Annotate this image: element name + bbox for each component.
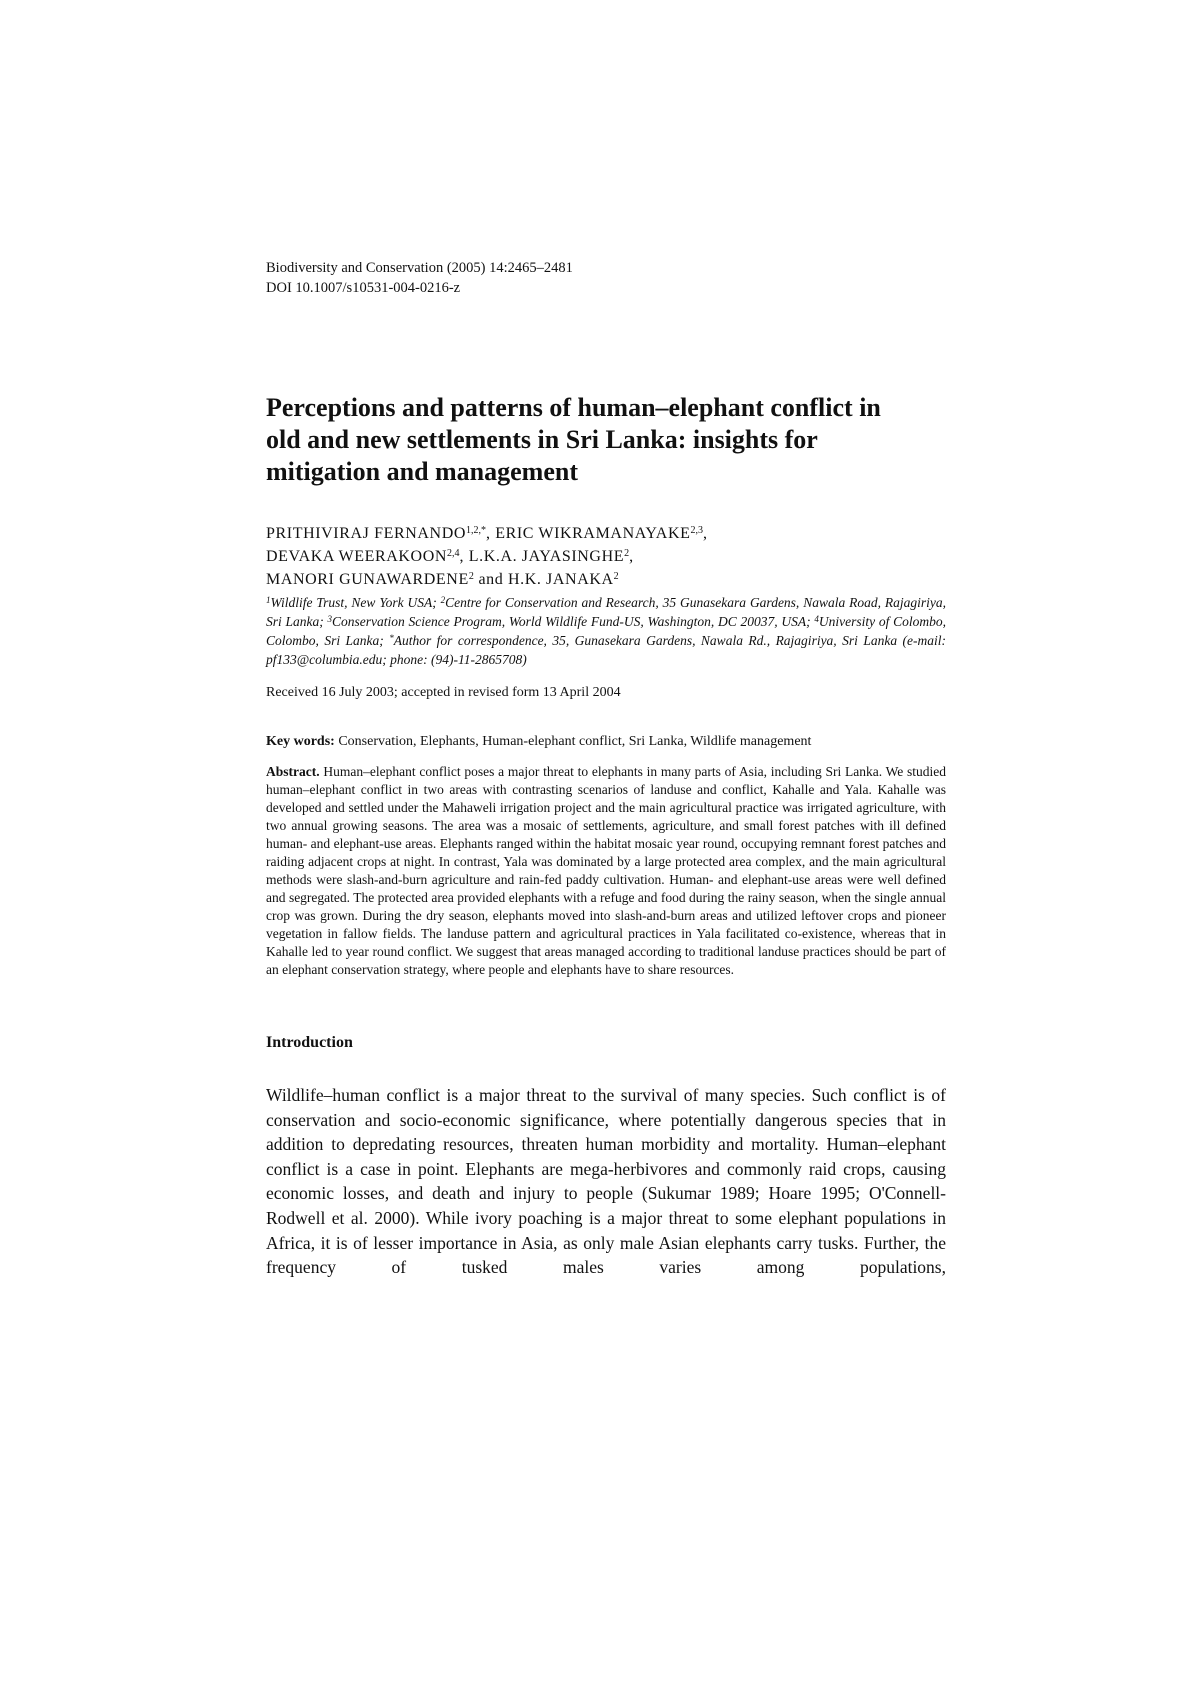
author-affiliation-marker: 2: [613, 571, 619, 582]
abstract: [266, 763, 946, 979]
introduction-paragraph: Wildlife–human conflict is a major threat to the survival of many species. Such conflict is of conservation and socio-economic significance, where potentially dangerous species that in addition to depredating resources, threaten human morbidity and mortality. Human–elephant conflict is a case in point. Elephants are mega-herbivores and commonly raid crops, causing economic losses, and death and injury to people (Sukumar 1989; Hoare 1995; O'Connell-Rodwell et al. 2000). While ivory poaching is a major threat to some elephant populations in Africa, it is of lesser importance in Asia, as only male Asian elephants carry tusks. Further, the frequency of tusked males varies among populations,: [266, 1085, 946, 1278]
affiliation-1: Wildlife Trust, New York USA;: [270, 595, 441, 610]
affiliation-2: Centre for Conservation and Research, 35 Gunasekara Gardens, Nawala Road, Rajagiriya, Sri Lanka;: [266, 595, 946, 629]
section-heading-introduction: Introduction: [266, 1034, 353, 1051]
author-name: L.K.A. JAYASINGHE: [468, 548, 625, 565]
author-affiliation-marker: 2: [468, 571, 474, 582]
keywords-label: Key words:: [266, 734, 335, 749]
author-name: DEVAKA WEERAKOON: [266, 548, 448, 565]
keywords: [266, 732, 946, 751]
journal-citation: Biodiversity and Conservation (2005) 14:2465–2481: [266, 260, 573, 276]
abstract-text: Human–elephant conflict poses a major threat to elephants in many parts of Asia, including Sri Lanka. We studied human–elephant conflict in two areas with contrasting scenarios of landuse and conflict, Kahalle and Yala. Kahalle was developed and settled under the Mahaweli irrigation project and the main agricultural practice was irrigated agriculture, with two annual growing seasons. The area was a mosaic of settlements, agriculture, and small forest patches with ill defined human- and elephant-use areas. Elephants ranged within the habitat mosaic year round, occupying remnant forest patches and raiding adjacent crops at night. In contrast, Yala was dominated by a large protected area complex, and the main agricultural methods were slash-and-burn agriculture and rain-fed paddy cultivation. Human- and elephant-use areas were well defined and segregated. The protected area provided elephants with a refuge and food during the rainy season, when the single annual crop was grown. During the dry season, elephants moved into slash-and-burn areas and utilized leftover crops and pioneer vegetation in fallow fields. The landuse pattern and agricultural practices in Yala facilitated co-existence, whereas that in Kahalle led to year round conflict. We suggest that areas managed according to traditional landuse practices should be part of an elephant conservation strategy, where people and elephants have to share resources.: [266, 764, 946, 977]
abstract-label: Abstract.: [266, 764, 320, 779]
doi-line: DOI 10.1007/s10531-004-0216-z: [266, 280, 461, 296]
author-affiliation-marker: 2,3: [690, 525, 703, 536]
author-affiliation-marker: 1,2,*: [466, 525, 487, 536]
affiliations: $^1$Wildlife Trust, New York USA; $^2$Centre for Conservation and Research, 35 Gunasekara Gardens, Nawala Road, Rajagiriya, Sri Lanka; $^3$Conservation Science Program, World Wildlife Fund-US, Washington, DC 20037, USA; $^4$University of Colombo, Colombo, Sri Lanka; *Author for correspondence, 35, Gunasekara Gardens, Nawala Rd., Rajagiriya, Sri Lanka (e-mail: pf133@columbia.edu; phone: (94)-11-2865708): [266, 595, 946, 667]
affiliation-4: University of Colombo, Colombo, Sri Lanka;: [266, 614, 946, 648]
paper-page: [266, 258, 946, 1297]
author-name: H.K. JANAKA: [507, 571, 614, 588]
author-name: MANORI GUNAWARDENE: [266, 571, 469, 588]
author-list: PRITHIVIRAJ $FERNANDO^{1,2,*}$, ERIC WIKRAMANAYAKE$^{2,3}$, DEVAKA WEERAKOON$^{2,4}$, L.K.A. JAYASINGHE$^2$, MANORI GUNAWARDENE$^2$ and H.K. JANAKA$^2$: [266, 525, 708, 588]
keywords-text: Conservation, Elephants, Human-elephant conflict, Sri Lanka, Wildlife management: [334, 734, 812, 749]
received-dates: Received 16 July 2003; accepted in revised form 13 April 2004: [266, 685, 621, 700]
author-name: ERIC WIKRAMANAYAKE: [495, 525, 691, 542]
correspondence-note: Author for correspondence, 35, Gunasekara Gardens, Nawala Rd., Rajagiriya, Sri Lanka (e-mail: pf133@columbia.edu; phone: (94)-11-2865708): [266, 633, 946, 667]
author-affiliation-marker: 2: [624, 548, 630, 559]
affiliation-3: Conservation Science Program, World Wildlife Fund-US, Washington, DC 20037, USA;: [332, 614, 815, 629]
journal-header: [266, 258, 946, 298]
article-title: Perceptions and patterns of human–elephant conflict in old and new settlements in Sri Lanka: insights for mitigation and management: [266, 393, 881, 486]
author-name: PRITHIVIRAJ FERNANDO: [266, 525, 467, 542]
author-affiliation-marker: 2,4: [447, 548, 460, 559]
